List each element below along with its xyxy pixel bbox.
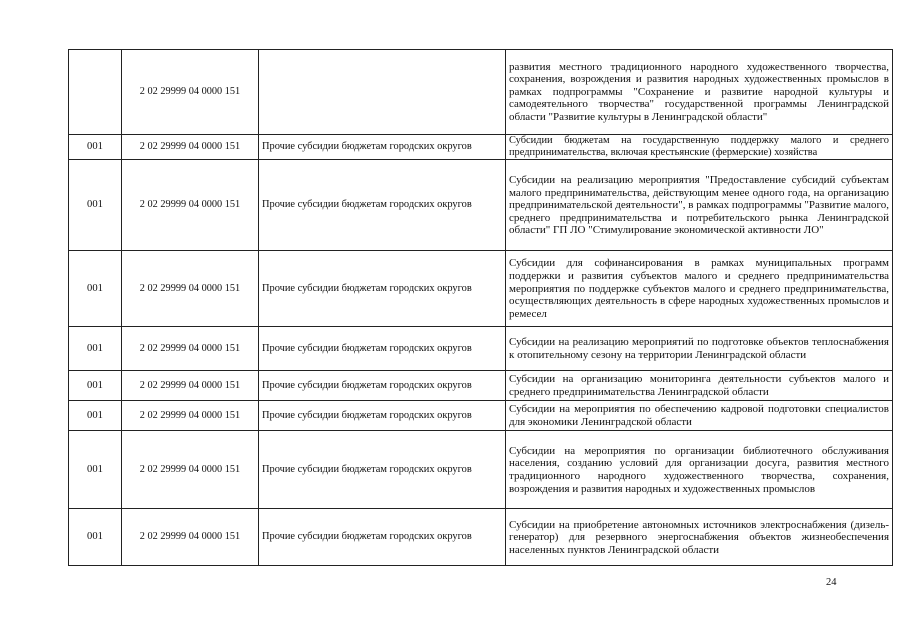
- admin-code-cell: 001: [69, 327, 122, 371]
- table-row: [69, 251, 893, 327]
- purpose-cell: Субсидии бюджетам на государственную поддержку малого и среднего предпринимательства, включая крестьянские (фермерские) хозяйства: [506, 135, 893, 160]
- revenue-name-cell: Прочие субсидии бюджетам городских округов: [259, 251, 506, 327]
- admin-code-cell: 001: [69, 401, 122, 431]
- table-row: [69, 371, 893, 401]
- admin-code-cell: 001: [69, 251, 122, 327]
- purpose-cell: Субсидии на реализацию мероприятия "Предоставление субсидий субъектам малого предпринимательства, действующим менее одного года, на организацию предпринимательской деятельности", в рамках подпрограммы "Развитие малого, среднего предпринимательства и потребительского рынка Ленинградской области" ГП ЛО "Стимулирование экономической активности ЛО": [506, 160, 893, 251]
- admin-code-cell: 001: [69, 160, 122, 251]
- revenue-name-cell: Прочие субсидии бюджетам городских округов: [259, 135, 506, 160]
- page-number: 24: [826, 577, 837, 588]
- revenue-name-cell: Прочие субсидии бюджетам городских округов: [259, 160, 506, 251]
- purpose-cell: Субсидии на мероприятия по организации библиотечного обслуживания населения, созданию условий для организации досуга, развития местного традиционного народного художественного творчества, сохранения, возрождения и развития народных и художественных промыслов: [506, 431, 893, 509]
- table-row: [69, 160, 893, 251]
- table-row: [69, 50, 893, 135]
- revenue-name-cell: [259, 50, 506, 135]
- admin-code-cell: 001: [69, 135, 122, 160]
- purpose-cell: Субсидии на организацию мониторинга деятельности субъектов малого и среднего предпринимательства Ленинградской области: [506, 371, 893, 401]
- budget-code-cell: 2 02 29999 04 0000 151: [122, 509, 259, 566]
- admin-code-cell: 001: [69, 509, 122, 566]
- purpose-cell: Субсидии для софинансирования в рамках муниципальных программ поддержки и развития субъектов малого и среднего предпринимательства мероприятия по поддержке субъектов малого и среднего предпринимательства, осуществляющих деятельность в сфере народных художественных промыслов и ремесел: [506, 251, 893, 327]
- budget-code-cell: 2 02 29999 04 0000 151: [122, 50, 259, 135]
- budget-code-cell: 2 02 29999 04 0000 151: [122, 135, 259, 160]
- purpose-cell: развития местного традиционного народного художественного творчества, сохранения, возрождения и развития народных художественных промыслов в рамках подпрограммы "Сохранение и развитие народной культуры и самодеятельного творчества" государственной программы Ленинградской области "Развитие культуры в Ленинградской области": [506, 50, 893, 135]
- subsidies-table: [68, 49, 893, 566]
- purpose-cell: Субсидии на мероприятия по обеспечению кадровой подготовки специалистов для экономики Ленинградской области: [506, 401, 893, 431]
- budget-code-cell: 2 02 29999 04 0000 151: [122, 327, 259, 371]
- budget-code-cell: 2 02 29999 04 0000 151: [122, 251, 259, 327]
- revenue-name-cell: Прочие субсидии бюджетам городских округов: [259, 327, 506, 371]
- revenue-name-cell: Прочие субсидии бюджетам городских округов: [259, 431, 506, 509]
- table-row: [69, 431, 893, 509]
- table-row: [69, 401, 893, 431]
- revenue-name-cell: Прочие субсидии бюджетам городских округов: [259, 371, 506, 401]
- table-row: [69, 135, 893, 160]
- admin-code-cell: [69, 50, 122, 135]
- budget-code-cell: 2 02 29999 04 0000 151: [122, 371, 259, 401]
- purpose-cell: Субсидии на реализацию мероприятий по подготовке объектов теплоснабжения к отопительному сезону на территории Ленинградской области: [506, 327, 893, 371]
- budget-code-cell: 2 02 29999 04 0000 151: [122, 160, 259, 251]
- admin-code-cell: 001: [69, 371, 122, 401]
- revenue-name-cell: Прочие субсидии бюджетам городских округов: [259, 401, 506, 431]
- budget-code-cell: 2 02 29999 04 0000 151: [122, 431, 259, 509]
- revenue-name-cell: Прочие субсидии бюджетам городских округов: [259, 509, 506, 566]
- purpose-cell: Субсидии на приобретение автономных источников электроснабжения (дизель-генератор) для резервного энергоснабжения объектов жизнеобеспечения населенных пунктов Ленинградской области: [506, 509, 893, 566]
- table-row: [69, 327, 893, 371]
- table-row: [69, 509, 893, 566]
- budget-code-cell: 2 02 29999 04 0000 151: [122, 401, 259, 431]
- admin-code-cell: 001: [69, 431, 122, 509]
